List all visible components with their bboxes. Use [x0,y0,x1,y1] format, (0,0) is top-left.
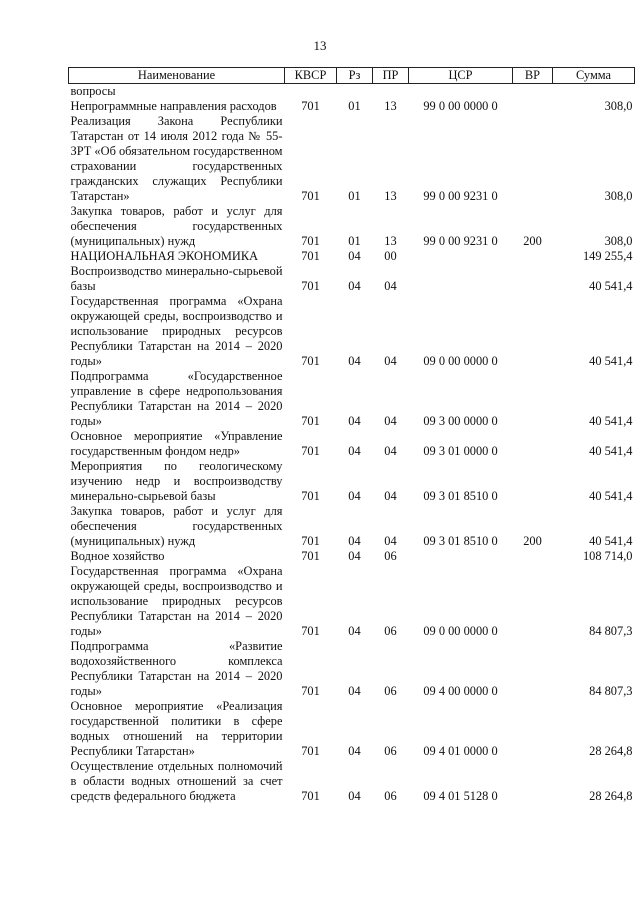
header-rz: Рз [337,68,373,84]
cell-kvsr: 701 [301,549,320,563]
cell-pr: 13 [384,189,397,203]
cell-name: Реализация Закона Республики Татарстан от 14 июля 2012 года № 55-ЗРТ «Об обязательном государственном страховании государственных гражданских служащих Республики Татарстан» [70,114,283,203]
table-row [69,549,635,564]
cell-name: Воспроизводство минерально-сырьевой базы [70,264,283,293]
table-row [69,759,635,804]
cell-rz: 04 [348,789,361,803]
cell-name: Закупка товаров, работ и услуг для обеспечения государственных (муниципальных) нужд [70,504,283,548]
header-pr: ПР [373,68,409,84]
cell-pr: 04 [384,534,397,548]
cell-name: вопросы [70,84,116,98]
cell-rz: 01 [348,189,361,203]
cell-csr: 99 0 00 0000 0 [423,99,498,113]
cell-csr [409,264,513,294]
cell-rz: 01 [348,234,361,248]
header-csr: ЦСР [409,68,513,84]
table-row [69,114,635,204]
page-number: 13 [313,38,327,53]
cell-vr [513,114,553,204]
table-row [69,84,635,100]
cell-name: Мероприятия по геологическому изучению недр и воспроизводству минерально-сырьевой базы [70,459,283,503]
cell-sum: 40 541,4 [589,489,633,503]
cell-pr: 13 [384,234,397,248]
cell-vr [513,639,553,699]
cell-sum: 40 541,4 [589,534,633,548]
cell-kvsr: 701 [301,249,320,263]
cell-kvsr [285,84,337,100]
cell-vr [513,84,553,100]
cell-csr: 09 4 01 5128 0 [423,789,498,803]
cell-rz: 04 [348,534,361,548]
cell-rz: 04 [348,624,361,638]
cell-vr: 200 [523,534,542,548]
table-row [69,249,635,264]
table-row [69,504,635,549]
cell-kvsr: 701 [301,99,320,113]
cell-csr: 09 3 01 8510 0 [423,489,498,503]
cell-name: Государственная программа «Охрана окружающей среды, воспроизводство и использование природных ресурсов Республики Татарстан на 2014 – 2020 годы» [70,294,283,368]
cell-vr [513,759,553,804]
cell-vr [513,699,553,759]
cell-vr [513,564,553,639]
cell-sum: 84 807,3 [589,624,633,638]
table-row [69,564,635,639]
cell-name: Государственная программа «Охрана окружающей среды, воспроизводство и использование природных ресурсов Республики Татарстан на 2014 – 2020 годы» [70,564,283,638]
cell-pr: 13 [384,99,397,113]
cell-rz: 04 [348,744,361,758]
table-row [69,459,635,504]
cell-name: Осуществление отдельных полномочий в области водных отношений за счет средств федерального бюджета [70,759,283,803]
cell-pr [373,84,409,100]
cell-vr [513,549,553,564]
cell-name: Основное мероприятие «Управление государственным фондом недр» [70,429,283,458]
cell-sum: 40 541,4 [589,354,633,368]
cell-kvsr: 701 [301,489,320,503]
cell-sum: 308,0 [604,234,633,248]
cell-csr: 09 3 00 0000 0 [423,414,498,428]
cell-sum: 40 541,4 [589,279,633,293]
table-row [69,699,635,759]
table-row [69,369,635,429]
cell-rz: 04 [348,549,361,563]
cell-csr: 09 0 00 0000 0 [423,354,498,368]
cell-pr: 04 [384,414,397,428]
cell-rz [337,84,373,100]
cell-name: Основное мероприятие «Реализация государственной политики в сфере водных отношений на территории Республики Татарстан» [70,699,283,758]
table-row [69,294,635,369]
table-row [69,204,635,249]
cell-sum: 108 714,0 [582,549,633,563]
budget-table [68,67,635,804]
cell-csr [409,549,513,564]
cell-pr: 06 [384,684,397,698]
table-body [69,84,635,805]
cell-vr [513,294,553,369]
cell-pr: 04 [384,489,397,503]
table-header [69,68,635,84]
cell-rz: 04 [348,354,361,368]
cell-kvsr: 701 [301,534,320,548]
cell-rz: 04 [348,249,361,263]
cell-name: Закупка товаров, работ и услуг для обеспечения государственных (муниципальных) нужд [70,204,283,248]
cell-kvsr: 701 [301,189,320,203]
table-row [69,99,635,114]
cell-pr: 06 [384,624,397,638]
cell-vr: 200 [523,234,542,248]
cell-sum [553,84,635,100]
cell-rz: 04 [348,444,361,458]
cell-name: Водное хозяйство [70,549,165,563]
cell-csr: 09 4 00 0000 0 [423,684,498,698]
header-sum: Сумма [553,68,635,84]
cell-pr: 04 [384,279,397,293]
cell-csr: 09 4 01 0000 0 [423,744,498,758]
cell-kvsr: 701 [301,624,320,638]
cell-csr: 09 3 01 8510 0 [423,534,498,548]
cell-sum: 84 807,3 [589,684,633,698]
cell-kvsr: 701 [301,354,320,368]
cell-kvsr: 701 [301,234,320,248]
cell-pr: 04 [384,354,397,368]
cell-csr [409,84,513,100]
cell-rz: 01 [348,99,361,113]
cell-name: Подпрограмма «Развитие водохозяйственного комплекса Республики Татарстан на 2014 – 2020 годы» [70,639,283,698]
cell-kvsr: 701 [301,744,320,758]
cell-csr [409,249,513,264]
table-row [69,639,635,699]
table-row [69,264,635,294]
cell-pr: 06 [384,789,397,803]
cell-rz: 04 [348,414,361,428]
cell-pr: 04 [384,444,397,458]
header-kvsr: КВСР [285,68,337,84]
cell-name: Непрограммные направления расходов [70,99,277,113]
cell-pr: 06 [384,744,397,758]
header-name: Наименование [69,68,285,84]
cell-csr: 99 0 00 9231 0 [423,234,498,248]
cell-rz: 04 [348,489,361,503]
cell-rz: 04 [348,279,361,293]
cell-name: НАЦИОНАЛЬНАЯ ЭКОНОМИКА [70,249,259,263]
cell-vr [513,429,553,459]
cell-vr [513,99,553,114]
cell-sum: 40 541,4 [589,444,633,458]
cell-vr [513,459,553,504]
cell-kvsr: 701 [301,684,320,698]
cell-sum: 308,0 [604,189,633,203]
cell-vr [513,369,553,429]
cell-kvsr: 701 [301,789,320,803]
cell-sum: 40 541,4 [589,414,633,428]
cell-sum: 308,0 [604,99,633,113]
cell-sum: 28 264,8 [589,744,633,758]
header-vr: ВР [513,68,553,84]
cell-rz: 04 [348,684,361,698]
cell-kvsr: 701 [301,279,320,293]
cell-pr: 00 [384,249,397,263]
cell-vr [513,249,553,264]
cell-sum: 149 255,4 [582,249,633,263]
cell-name: Подпрограмма «Государственное управление в сфере недропользования Республики Татарстан на 2014 – 2020 годы» [70,369,283,428]
cell-sum: 28 264,8 [589,789,633,803]
cell-vr [513,264,553,294]
cell-csr: 09 0 00 0000 0 [423,624,498,638]
cell-kvsr: 701 [301,414,320,428]
cell-kvsr: 701 [301,444,320,458]
cell-csr: 09 3 01 0000 0 [423,444,498,458]
cell-csr: 99 0 00 9231 0 [423,189,498,203]
table-row [69,429,635,459]
cell-pr: 06 [384,549,397,563]
